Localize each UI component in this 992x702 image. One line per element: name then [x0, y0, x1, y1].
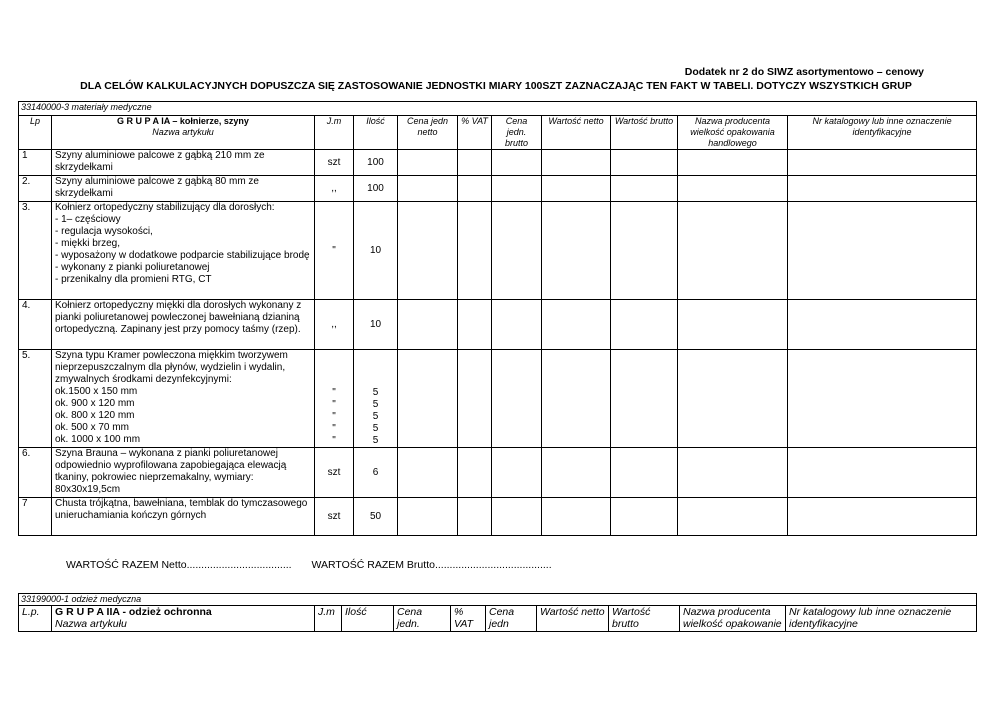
cell-wartosc-netto[interactable]: [542, 350, 611, 448]
row-lp: 6.: [19, 448, 52, 498]
annex-title: Dodatek nr 2 do SIWZ asortymentowo – cenowy: [684, 66, 924, 78]
row-jm: szt: [315, 150, 354, 176]
row-name: Chusta trójkątna, bawełniana, temblak do tymczasowego unieruchamiania kończyn górnych: [52, 498, 315, 536]
col-producent: Nazwa producenta wielkość opakowania handlowego: [678, 116, 788, 150]
cell-cena-brutto[interactable]: [492, 448, 542, 498]
row-lp: 5.: [19, 350, 52, 448]
cell-wartosc-brutto[interactable]: [611, 176, 678, 202]
table-header-row: [19, 606, 977, 632]
col-name: [52, 606, 315, 632]
table-header-row: [19, 116, 977, 150]
row-qty: 6: [354, 448, 398, 498]
cell-wartosc-netto[interactable]: [542, 448, 611, 498]
row-name: Szyny aluminiowe palcowe z gąbką 80 mm ze skrzydełkami: [52, 176, 315, 202]
row-qty: 100: [354, 150, 398, 176]
section-label: 33140000-3 materiały medyczne: [19, 102, 977, 116]
cell-wartosc-brutto[interactable]: [611, 202, 678, 300]
table-row: [19, 498, 977, 536]
cell-katalog[interactable]: [788, 202, 977, 300]
table-row: [19, 350, 977, 448]
totals-line: [66, 559, 552, 571]
col-wartosc-netto: Wartość netto: [537, 606, 609, 632]
cell-vat[interactable]: [458, 498, 492, 536]
cell-wartosc-brutto[interactable]: [611, 448, 678, 498]
row-name: Kołnierz ortopedyczny miękki dla dorosłych wykonany z pianki poliuretanowej powleczonej bawełnianą dzianiną ortopedyczną. Zapinany jest przy pomocy taśmy (rzep).: [52, 300, 315, 350]
col-jm: J.m: [315, 606, 342, 632]
row-lp: 7: [19, 498, 52, 536]
cell-vat[interactable]: [458, 202, 492, 300]
row-lp: 3.: [19, 202, 52, 300]
cell-wartosc-brutto[interactable]: [611, 300, 678, 350]
col-lp: L.p.: [19, 606, 52, 632]
col-vat: % VAT: [458, 116, 492, 150]
row-name: Szyna Brauna – wykonana z pianki poliuretanowej odpowiednio wyprofilowana zapobiegająca elewacją tkaniny, pokrowiec nieprzemakalny, wymiary: 80x30x19,5cm: [52, 448, 315, 498]
row-jm: ,,: [315, 176, 354, 202]
cell-producent[interactable]: [678, 150, 788, 176]
cell-cena-brutto[interactable]: [492, 150, 542, 176]
table-row: [19, 448, 977, 498]
cell-cena-brutto[interactable]: [492, 300, 542, 350]
group-title: G R U P A IA – kołnierze, szyny: [117, 116, 249, 126]
cell-wartosc-netto[interactable]: [542, 300, 611, 350]
row-jm: ": [315, 202, 354, 300]
cell-cena-brutto[interactable]: [492, 498, 542, 536]
cell-cena-netto[interactable]: [398, 350, 458, 448]
row-name: Szyny aluminiowe palcowe z gąbką 210 mm ze skrzydełkami: [52, 150, 315, 176]
col-ilosc: Ilość: [342, 606, 394, 632]
section-label: 33199000-1 odzież medyczna: [19, 594, 977, 606]
cell-vat[interactable]: [458, 350, 492, 448]
row-qty: 100: [354, 176, 398, 202]
row-jm: szt: [315, 498, 354, 536]
cell-vat[interactable]: [458, 300, 492, 350]
cell-producent[interactable]: [678, 300, 788, 350]
document-notice: DLA CELÓW KALKULACYJNYCH DOPUSZCZA SIĘ ZASTOSOWANIE JEDNOSTKI MIARY 100SZT ZAZNACZAJĄC TEN FAKT W TABELI. DOTYCZY WSZYSTKICH GRUP: [80, 80, 912, 92]
col-cena-brutto: Cena jedn: [486, 606, 537, 632]
row-lp: 4.: [19, 300, 52, 350]
col-cena-brutto: Cena jedn. brutto: [492, 116, 542, 150]
cell-wartosc-brutto[interactable]: [611, 350, 678, 448]
total-brutto: WARTOŚĆ RAZEM Brutto........................................: [311, 559, 552, 571]
cell-vat[interactable]: [458, 176, 492, 202]
cell-cena-netto[interactable]: [398, 448, 458, 498]
cell-cena-brutto[interactable]: [492, 202, 542, 300]
col-lp: Lp: [19, 116, 52, 150]
cell-cena-netto[interactable]: [398, 202, 458, 300]
group-iia-table: [18, 593, 977, 632]
col-wartosc-netto: Wartość netto: [542, 116, 611, 150]
total-netto: WARTOŚĆ RAZEM Netto....................................: [66, 559, 292, 571]
cell-producent[interactable]: [678, 350, 788, 448]
cell-vat[interactable]: [458, 448, 492, 498]
cell-wartosc-netto[interactable]: [542, 202, 611, 300]
cell-cena-netto[interactable]: [398, 498, 458, 536]
cell-katalog[interactable]: [788, 350, 977, 448]
cell-wartosc-netto[interactable]: [542, 150, 611, 176]
group-ia-table: [18, 101, 977, 536]
cell-wartosc-netto[interactable]: [542, 498, 611, 536]
col-katalog: Nr katalogowy lub inne oznaczenie identyfikacyjne: [788, 116, 977, 150]
row-lp: 2.: [19, 176, 52, 202]
table-row: [19, 176, 977, 202]
row-qty: 50: [354, 498, 398, 536]
col-ilosc: Ilość: [354, 116, 398, 150]
row-qty: 5 5 5 5 5: [354, 350, 398, 448]
group-title: G R U P A IIA - odzież ochronna: [55, 606, 212, 618]
row-jm: " " " " ": [315, 350, 354, 448]
cell-vat[interactable]: [458, 150, 492, 176]
col-wartosc-brutto: Wartość brutto: [611, 116, 678, 150]
table-row: [19, 150, 977, 176]
row-jm: szt: [315, 448, 354, 498]
col-name-sub: Nazwa artykułu: [152, 127, 214, 137]
cell-cena-brutto[interactable]: [492, 176, 542, 202]
cell-katalog[interactable]: [788, 150, 977, 176]
cell-cena-netto[interactable]: [398, 176, 458, 202]
col-jm: J.m: [315, 116, 354, 150]
cell-katalog[interactable]: [788, 176, 977, 202]
cell-cena-netto[interactable]: [398, 150, 458, 176]
col-katalog: Nr katalogowy lub inne oznaczenie identyfikacyjne: [786, 606, 977, 632]
row-qty: 10: [354, 300, 398, 350]
cell-wartosc-brutto[interactable]: [611, 150, 678, 176]
cell-katalog[interactable]: [788, 300, 977, 350]
cell-producent[interactable]: [678, 498, 788, 536]
col-name-sub: Nazwa artykułu: [55, 618, 127, 630]
row-qty: 10: [354, 202, 398, 300]
cell-cena-netto[interactable]: [398, 300, 458, 350]
cell-cena-brutto[interactable]: [492, 350, 542, 448]
col-name: [52, 116, 315, 150]
col-cena-netto: Cena jedn.: [394, 606, 451, 632]
cell-producent[interactable]: [678, 176, 788, 202]
cell-producent[interactable]: [678, 448, 788, 498]
cell-katalog[interactable]: [788, 448, 977, 498]
table-row: [19, 300, 977, 350]
row-jm: ,,: [315, 300, 354, 350]
table-row: [19, 202, 977, 300]
cell-wartosc-netto[interactable]: [542, 176, 611, 202]
row-lp: 1: [19, 150, 52, 176]
col-vat: % VAT: [451, 606, 486, 632]
col-wartosc-brutto: Wartość brutto: [609, 606, 680, 632]
row-name: Szyna typu Kramer powleczona miękkim tworzywem nieprzepuszczalnym dla płynów, wydzielin i wydalin, zmywalnych środkami dezynfekcyjnymi: ok.1500 x 150 mm ok. 900 x 120 mm ok. 800 x 120 mm ok. 500 x 70 mm ok. 1000 x 100 mm: [52, 350, 315, 448]
col-cena-netto: Cena jedn netto: [398, 116, 458, 150]
row-name: Kołnierz ortopedyczny stabilizujący dla dorosłych: - 1– częściowy - regulacja wysokości, - miękki brzeg, - wyposażony w dodatkowe podparcie stabilizujące brodę - wykonany z pianki poliuretanowej - przenikalny dla promieni RTG, CT: [52, 202, 315, 300]
cell-producent[interactable]: [678, 202, 788, 300]
cell-wartosc-brutto[interactable]: [611, 498, 678, 536]
col-producent: Nazwa producenta wielkość opakowanie: [680, 606, 786, 632]
cell-katalog[interactable]: [788, 498, 977, 536]
